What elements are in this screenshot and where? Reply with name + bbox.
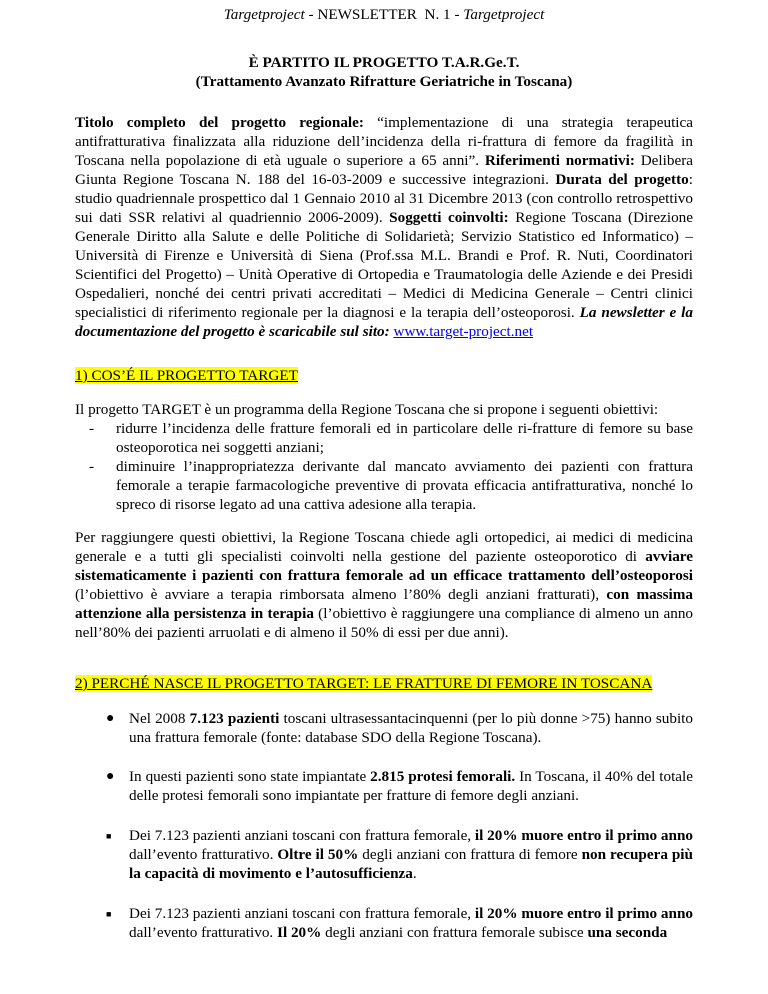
section-1-body: [75, 400, 693, 514]
bullet-text: [129, 767, 693, 805]
objectives-list: [75, 419, 693, 514]
section-2-heading-text: 2) PERCHÉ NASCE IL PROGETTO TARGET: LE FRATTURE DI FEMORE IN TOSCANA: [75, 675, 653, 692]
intro-paragraph: [75, 113, 693, 341]
square-bullet-icon: ■: [106, 831, 112, 841]
b2-a: In questi pazienti sono state impiantate: [129, 768, 371, 785]
header-newsletter-label: - NEWSLETTER N. 1 -: [304, 6, 464, 23]
round-bullet-icon: ●: [106, 711, 115, 726]
p2-bold-2: con massima attenzione alla persistenza in terapia: [75, 586, 693, 622]
bullet-item: [75, 709, 693, 747]
b3-a: Dei 7.123 pazienti anziani toscani con frattura femorale,: [129, 827, 475, 844]
square-bullet-icon: ■: [106, 909, 112, 919]
b1-b: 7.123 pazienti: [189, 710, 280, 727]
p2-text-c: (l’obiettivo è avviare a terapia rimborsata almeno l’80% degli anziani fratturati),: [75, 586, 607, 603]
dash-marker: -: [89, 420, 95, 437]
bullet-text: [129, 709, 693, 747]
list-item: [75, 419, 693, 457]
b1-a: Nel 2008: [129, 710, 190, 727]
b4-f: una seconda: [587, 924, 668, 941]
title-line-2: (Trattamento Avanzato Rifratture Geriatriche in Toscana): [195, 73, 573, 90]
section-1-lead: Il progetto TARGET è un programma della Regione Toscana che si propone i seguenti obiettivi:: [75, 401, 659, 418]
b3-b: il 20% muore entro il primo anno: [474, 827, 693, 844]
text-duration: : studio quadriennale prospettico dal 1 Gennaio 2010 al 31 Dicembre 2013 (con controllo retrospettivo sui dati SSR relativi al quadriennio 2006-2009).: [75, 171, 693, 226]
b4-e: degli anziani con frattura femorale subisce: [321, 924, 588, 941]
b2-b: 2.815 protesi femorali.: [370, 768, 516, 785]
section-1-paragraph-2: [75, 528, 693, 642]
b4-b: il 20% muore entro il primo anno: [474, 905, 693, 922]
document-title: [0, 53, 768, 91]
list-item-text: ridurre l’incidenza delle fratture femorali ed in particolare delle ri-fratture di femore su base osteoporotica nei soggetti anziani;: [116, 420, 693, 456]
b3-g: .: [412, 865, 417, 882]
bullet-item: [75, 904, 693, 942]
header-project-right: Targetproject: [463, 6, 545, 23]
text-references: Delibera Giunta Regione Toscana N. 188 del 16-03-2009 e successive integrazioni.: [75, 152, 693, 188]
b3-f: non recupera più la capacità di movimento e l’autosufficienza: [129, 846, 693, 882]
label-references: Riferimenti normativi:: [484, 152, 635, 169]
running-header: [0, 5, 768, 24]
title-line-1: È PARTITO IL PROGETTO T.A.R.Ge.T.: [248, 54, 520, 71]
label-full-title: Titolo completo del progetto regionale:: [75, 114, 364, 131]
list-item-text: diminuire l’inappropriatezza derivante dal mancato avviamento dei pazienti con frattura femorale a terapie farmacologiche preventive di provata efficacia antifratturativa, nonché lo spreco di risorse legato ad una cattiva adesione alla terapia.: [116, 458, 693, 513]
text-download-note: La newsletter e la documentazione del progetto è scaricabile sul sito:: [75, 304, 693, 340]
section-1-heading: [75, 366, 693, 385]
b4-a: Dei 7.123 pazienti anziani toscani con frattura femorale,: [129, 905, 475, 922]
b2-c: In Toscana, il 40% del totale delle protesi femorali sono impiantate per fratture di femore degli anziani.: [129, 768, 693, 804]
round-bullet-icon: ●: [106, 769, 115, 784]
b3-c: dall’evento fratturativo.: [129, 846, 278, 863]
label-duration: Durata del progetto: [555, 171, 689, 188]
p2-text-a: Per raggiungere questi obiettivi, la Regione Toscana chiede agli ortopedici, ai medici di medicina generale e a tutti gli specialisti coinvolti nella gestione del paziente osteoporotico di: [75, 529, 693, 565]
label-subjects: Soggetti coinvolti:: [389, 209, 509, 226]
b4-c: dall’evento fratturativo.: [129, 924, 278, 941]
section-2-heading: [75, 674, 693, 693]
website-link[interactable]: www.target-project.net: [393, 323, 534, 340]
b3-d: Oltre il 50%: [277, 846, 359, 863]
dash-marker: -: [89, 458, 95, 475]
list-item: [75, 457, 693, 514]
bullet-item: [75, 767, 693, 805]
header-project-left: Targetproject: [223, 6, 305, 23]
text-subjects: Regione Toscana (Direzione Generale Diritto alla Salute e delle Politiche di Solidarietà; Servizio Statistico ed Informatico) – Università di Firenze e Università di Siena (Prof.ssa M.L. Brandi e Prof. R. Nuti, Coordinatori Scientifici del Progetto) – Unità Operative di Ortopedia e Traumatologia delle Aziende e dei Presidi Ospedalieri, nonché dei centri privati accreditati – Medici di Medicina Generale – Centri clinici specialistici di riferimento regionale per la diagnosi e la terapia dell’osteoporosi.: [75, 209, 693, 321]
bullet-item: [75, 826, 693, 883]
bullet-text: [129, 826, 693, 883]
b3-e: degli anziani con frattura di femore: [358, 846, 582, 863]
text-full-title: “implementazione di una strategia terapeutica antifratturativa finalizzata alla riduzione dell’incidenza della ri-frattura di femore da fragilità in Toscana nella popolazione di età uguale o superiore a 65 anni”.: [75, 114, 693, 169]
bullet-text: [129, 904, 693, 942]
p2-bold-1: avviare sistematicamente i pazienti con frattura femorale ad un efficace trattamento dell’osteoporosi: [75, 548, 693, 584]
p2-text-d: (l’obiettivo è raggiungere una compliance di almeno un anno nell’80% dei pazienti arruolati e di almeno il 50% di essi per due anni).: [75, 605, 694, 641]
b1-c: toscani ultrasessantacinquenni (per lo più donne >75) hanno subito una frattura femorale (fonte: database SDO della Regione Toscana).: [129, 710, 693, 746]
section-1-heading-text: 1) COS’É IL PROGETTO TARGET: [75, 367, 298, 384]
b4-d: Il 20%: [277, 924, 322, 941]
